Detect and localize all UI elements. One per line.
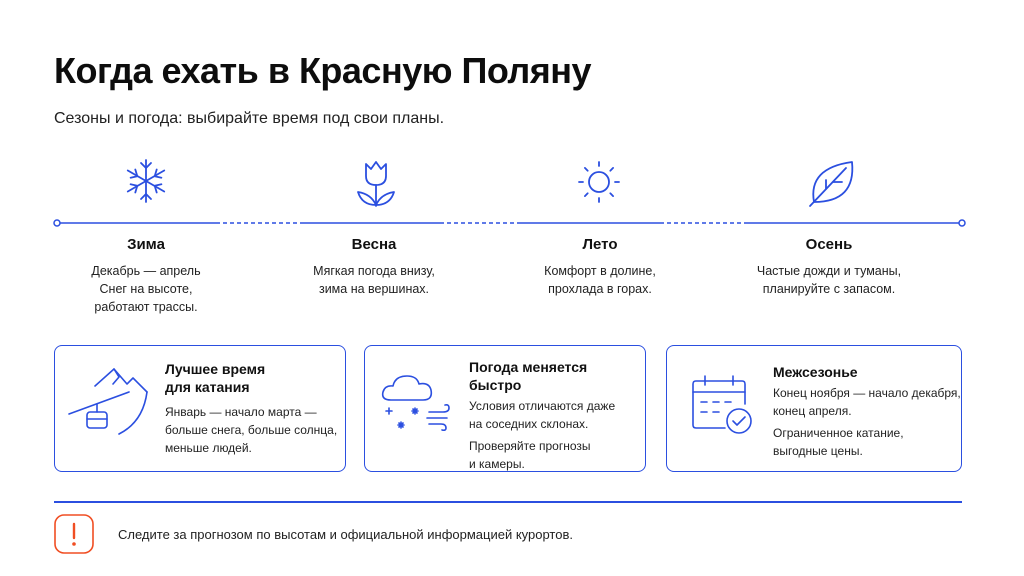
card-text-line: Проверяйте прогнозы (469, 439, 591, 453)
divider (54, 501, 962, 503)
card-text (773, 384, 961, 460)
card-title-line: Межсезонье (773, 364, 858, 380)
season-line: Мягкая погода внизу, (313, 264, 435, 278)
mountain-cable-car-icon (67, 364, 153, 438)
season-description (274, 262, 474, 298)
card-title-line: Лучшее время (165, 361, 266, 377)
footer-note: Следите за прогнозом по высотам и официальной информацией курортов. (118, 527, 573, 542)
season-line: прохлада в горах. (548, 282, 652, 296)
season-summer (500, 236, 700, 298)
card-text-line: Ограниченное катание, (773, 426, 904, 440)
season-name: Весна (351, 236, 397, 253)
seasons-timeline (0, 150, 1024, 240)
card-title-line: для катания (165, 379, 250, 395)
season-line: Частые дожди и туманы, (756, 264, 902, 278)
card-text-line: меньше людей. (165, 441, 252, 455)
card-text (469, 397, 615, 473)
card-best-skiing-time (54, 345, 346, 472)
season-line: Декабрь — апрель (91, 264, 201, 278)
tulip-icon (358, 162, 394, 206)
card-text-line: и камеры. (469, 457, 525, 471)
season-line: планируйте с запасом. (762, 282, 896, 296)
card-title (165, 360, 265, 396)
season-line: зима на вершинах. (318, 282, 430, 296)
card-text-line: выгодные цены. (773, 444, 863, 458)
card-title (469, 358, 587, 394)
season-description (46, 262, 246, 316)
cloud-snow-wind-icon (379, 372, 455, 436)
season-line: работают трассы. (94, 300, 198, 314)
season-autumn (729, 236, 929, 298)
card-title-line: быстро (469, 377, 522, 393)
season-winter (46, 236, 246, 316)
card-text-line: конец апреля. (773, 404, 852, 418)
card-text (165, 403, 337, 457)
card-text-line: больше снега, больше солнца, (165, 423, 338, 437)
card-off-season (666, 345, 962, 472)
leaf-icon (810, 162, 852, 206)
season-name: Зима (127, 236, 165, 253)
season-name: Лето (582, 236, 618, 253)
card-text-line: Условия отличаются даже (469, 399, 616, 413)
card-weather-changes (364, 345, 646, 472)
card-title-line: Погода меняется (469, 359, 588, 375)
season-name: Осень (805, 236, 853, 253)
calendar-check-icon (691, 374, 755, 436)
card-text-line: Январь — начало марта — (165, 405, 317, 419)
page-title: Когда ехать в Красную Поляну (54, 50, 592, 91)
card-text-line: на соседних склонах. (469, 417, 589, 431)
season-spring (274, 236, 474, 298)
season-description (729, 262, 929, 298)
season-line: Комфорт в долине, (544, 264, 656, 278)
card-text-line: Конец ноября — начало декабря, (773, 386, 961, 400)
season-line: Снег на высоте, (99, 282, 193, 296)
sun-icon (579, 162, 619, 202)
exclamation-icon (54, 514, 94, 554)
page-subtitle: Сезоны и погода: выбирайте время под свои планы. (54, 110, 445, 127)
season-description (500, 262, 700, 298)
card-title (773, 363, 858, 381)
snowflake-icon (128, 160, 164, 202)
